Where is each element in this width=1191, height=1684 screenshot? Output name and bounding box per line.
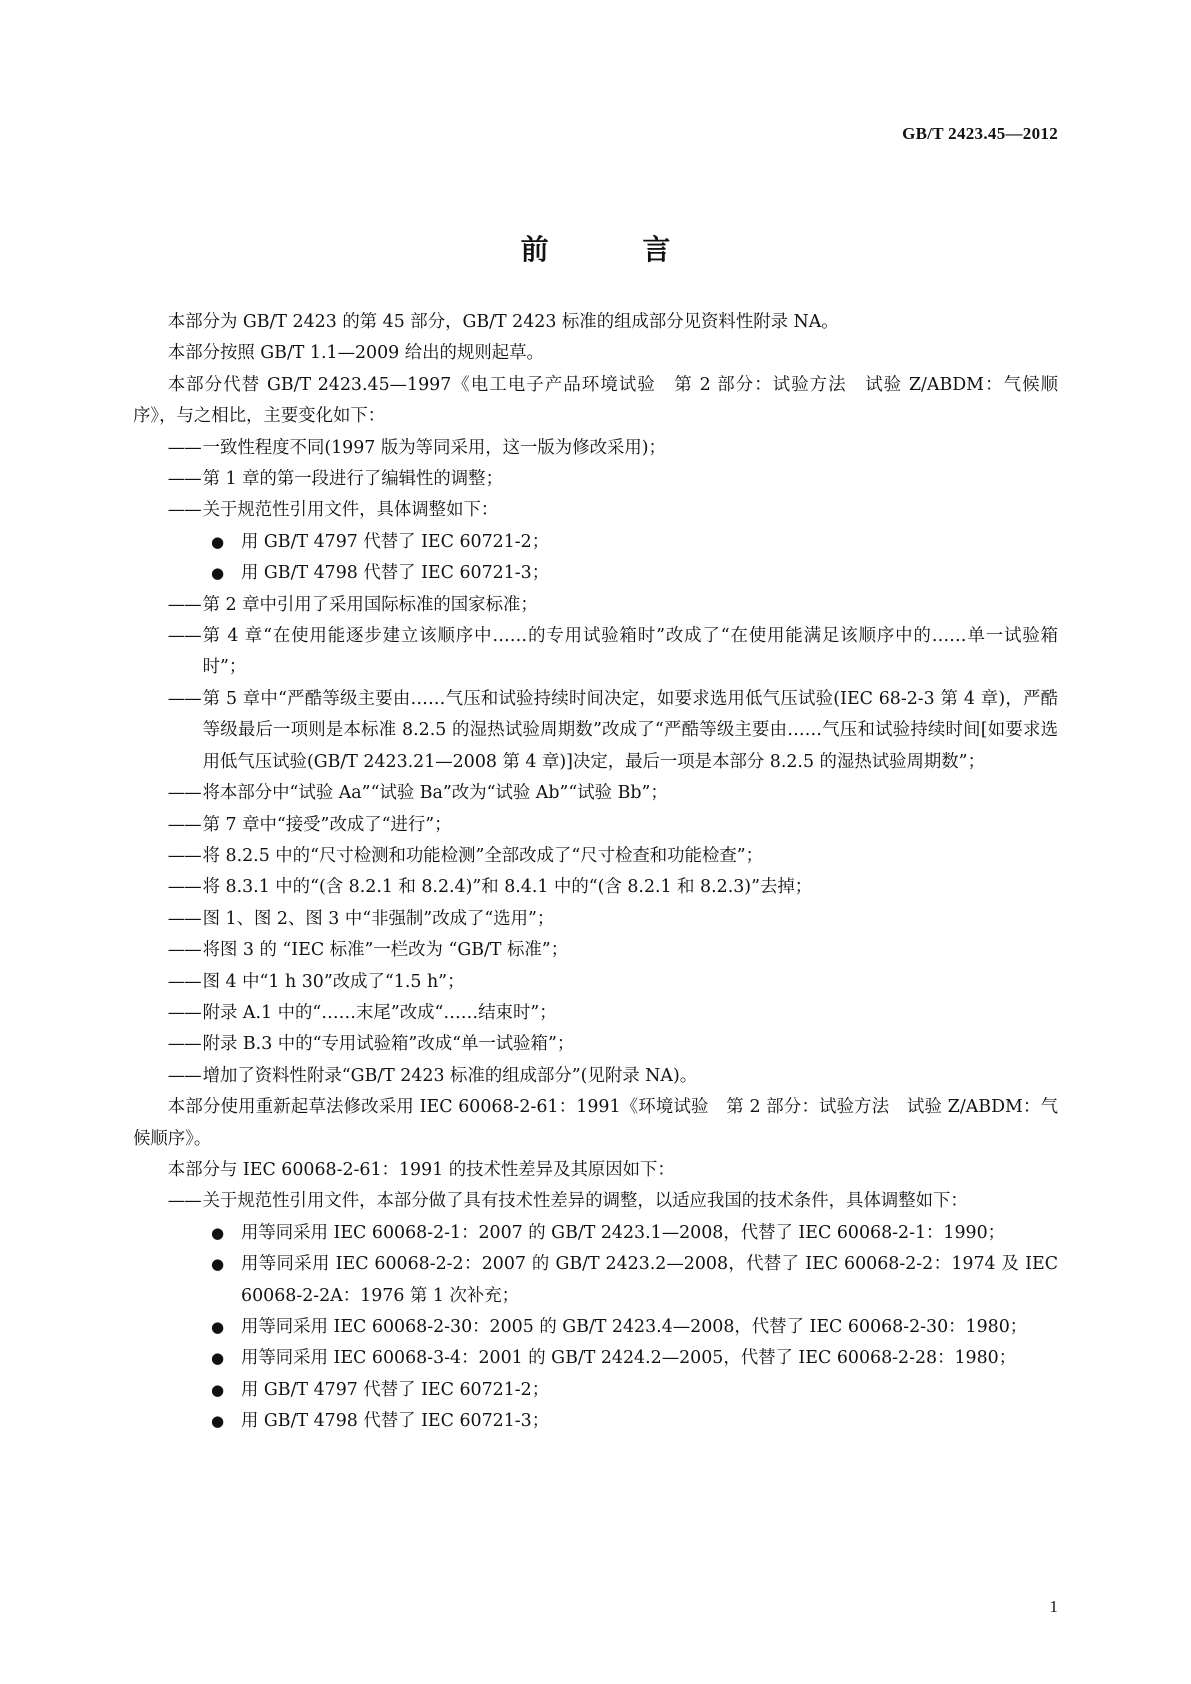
bullet-icon: ● [211, 564, 225, 583]
bullet-item [211, 1312, 1058, 1343]
dash-mark: —— [167, 1191, 201, 1212]
dash-text: 第 4 章“在使用能逐步建立该顺序中……的专用试验箱时”改成了“在使用能满足该顺序中的……单一试验箱时”； [202, 626, 1058, 678]
dash-text: 将本部分中“试验 Aa”“试验 Ba”改为“试验 Ab”“试验 Bb”； [202, 783, 668, 804]
dash-mark: —— [167, 971, 201, 992]
dash-mark: —— [167, 594, 201, 615]
bullet-text: 用 GB/T 4797 代替了 IEC 60721-2； [241, 531, 550, 552]
bullet-icon: ● [211, 532, 225, 551]
dash-text: 图 1、图 2、图 3 中“非强制”改成了“选用”； [202, 908, 555, 929]
dash-item [133, 464, 1058, 495]
dash-mark: —— [167, 500, 201, 521]
bullet-icon: ● [211, 1223, 225, 1242]
dash-mark: —— [167, 1065, 201, 1086]
paragraph: 本部分代替 GB/T 2423.45—1997《电工电子产品环境试验 第 2 部分：试验方法 试验 Z/ABDM：气候顺序》，与之相比，主要变化如下： [133, 374, 1058, 427]
dash-item [133, 495, 1058, 526]
bullet-text: 用等同采用 IEC 60068-3-4：2001 的 GB/T 2424.2—2005，代替了 IEC 60068-2-28：1980； [241, 1348, 1017, 1369]
dash-text: 图 4 中“1 h 30”改成了“1.5 h”； [202, 971, 465, 992]
bullet-text: 用 GB/T 4798 代替了 IEC 60721-3； [241, 1411, 550, 1432]
dash-item [133, 841, 1058, 872]
dash-item [133, 810, 1058, 841]
bullet-item [211, 558, 1058, 589]
dash-item [133, 1029, 1058, 1060]
dash-text: 第 7 章中“接受”改成了“进行”； [202, 814, 452, 835]
dash-item [133, 935, 1058, 966]
dash-text: 第 1 章的第一段进行了编辑性的调整； [202, 469, 503, 490]
dash-text: 将图 3 的 “IEC 标准”一栏改为 “GB/T 标准”； [202, 940, 569, 961]
paragraph: 本部分使用重新起草法修改采用 IEC 60068-2-61：1991《环境试验 第 2 部分：试验方法 试验 Z/ABDM：气候顺序》。 [133, 1097, 1058, 1149]
dash-item [133, 872, 1058, 903]
bullet-item [211, 1375, 1058, 1406]
dash-item [133, 778, 1058, 809]
bullet-item [211, 1343, 1058, 1374]
paragraph: 本部分按照 GB/T 1.1—2009 给出的规则起草。 [167, 343, 544, 364]
dash-text: 关于规范性引用文件，本部分做了具有技术性差异的调整，以适应我国的技术条件，具体调整如下： [202, 1191, 968, 1212]
dash-mark: —— [167, 940, 201, 961]
standard-code: GB/T 2423.45—2012 [902, 124, 1058, 143]
dash-text: 第 5 章中“严酷等级主要由……气压和试验持续时间决定，如要求选用低气压试验(IEC 68-2-3 第 4 章)，严酷等级最后一项则是本标准 8.2.5 的湿热试验周期数”改成了“严酷等级主要由……气压和试验持续时间[如要求选用低气压试验(GB/T 2423.21—2008 第 4 章)]决定，最后一项是本部分 8.2.5 的湿热试验周期数”； [202, 688, 1058, 772]
paragraph: 本部分为 GB/T 2423 的第 45 部分，GB/T 2423 标准的组成部分见资料性附录 NA。 [167, 312, 839, 332]
bullet-icon: ● [211, 1318, 225, 1336]
dash-text: 附录 A.1 中的“……末尾”改成“……结束时”； [202, 1002, 557, 1023]
bullet-icon: ● [211, 1255, 225, 1274]
dash-item [133, 904, 1058, 935]
differences-list [133, 1186, 1058, 1437]
dash-mark: —— [167, 469, 201, 490]
dash-mark: —— [167, 437, 201, 458]
page-number: 1 [1049, 1597, 1058, 1616]
paragraph: 本部分与 IEC 60068-2-61：1991 的技术性差异及其原因如下： [167, 1159, 675, 1180]
bullet-item [211, 1218, 1058, 1249]
bullet-icon: ● [211, 1412, 225, 1431]
dash-mark: —— [167, 1002, 201, 1023]
page-title: 前 言 [520, 233, 713, 266]
dash-mark: —— [167, 1034, 201, 1055]
changes-list [133, 433, 1058, 1093]
dash-text: 将 8.2.5 中的“尺寸检测和功能检测”全部改成了“尺寸检查和功能检查”； [202, 845, 764, 866]
dash-item [133, 998, 1058, 1029]
dash-mark: —— [167, 877, 201, 898]
bullet-icon: ● [211, 1349, 225, 1368]
bullet-text: 用等同采用 IEC 60068-2-1：2007 的 GB/T 2423.1—2008，代替了 IEC 60068-2-1：1990； [241, 1222, 1006, 1243]
bullet-text: 用等同采用 IEC 60068-2-2：2007 的 GB/T 2423.2—2008，代替了 IEC 60068-2-2：1974 及 IEC 60068-2-2A：1976 第 1 次补充； [241, 1254, 1058, 1306]
dash-item [133, 967, 1058, 998]
dash-mark: —— [167, 783, 201, 804]
dash-item [133, 433, 1058, 464]
dash-text: 第 2 章中引用了采用国际标准的国家标准； [202, 594, 538, 615]
bullet-text: 用 GB/T 4797 代替了 IEC 60721-2； [241, 1379, 550, 1400]
bullet-icon: ● [211, 1380, 225, 1399]
dash-text: 一致性程度不同(1997 版为等同采用，这一版为修改采用)； [202, 437, 666, 458]
dash-text: 附录 B.3 中的“专用试验箱”改成“单一试验箱”； [202, 1034, 575, 1055]
dash-text: 将 8.3.1 中的“(含 8.2.1 和 8.2.4)”和 8.4.1 中的“(含 8.2.1 和 8.2.3)”去掉； [202, 877, 813, 898]
bullet-item [211, 1249, 1058, 1312]
dash-item [133, 621, 1058, 684]
dash-mark: —— [167, 688, 201, 709]
dash-mark: —— [167, 908, 201, 929]
dash-item [133, 684, 1058, 778]
document-body [133, 307, 1058, 1438]
dash-mark: —— [167, 814, 201, 835]
bullet-text: 用等同采用 IEC 60068-2-30：2005 的 GB/T 2423.4—2008，代替了 IEC 60068-2-30：1980； [241, 1317, 1028, 1337]
dash-item [133, 590, 1058, 621]
dash-text: 增加了资料性附录“GB/T 2423 标准的组成部分”(见附录 NA)。 [202, 1065, 698, 1086]
bullet-item [211, 527, 1058, 558]
dash-mark: —— [167, 845, 201, 866]
dash-item [133, 1186, 1058, 1217]
bullet-item [211, 1406, 1058, 1437]
dash-item [133, 1061, 1058, 1092]
bullet-text: 用 GB/T 4798 代替了 IEC 60721-3； [241, 563, 550, 584]
dash-text: 关于规范性引用文件，具体调整如下： [202, 500, 499, 521]
dash-mark: —— [167, 626, 201, 647]
